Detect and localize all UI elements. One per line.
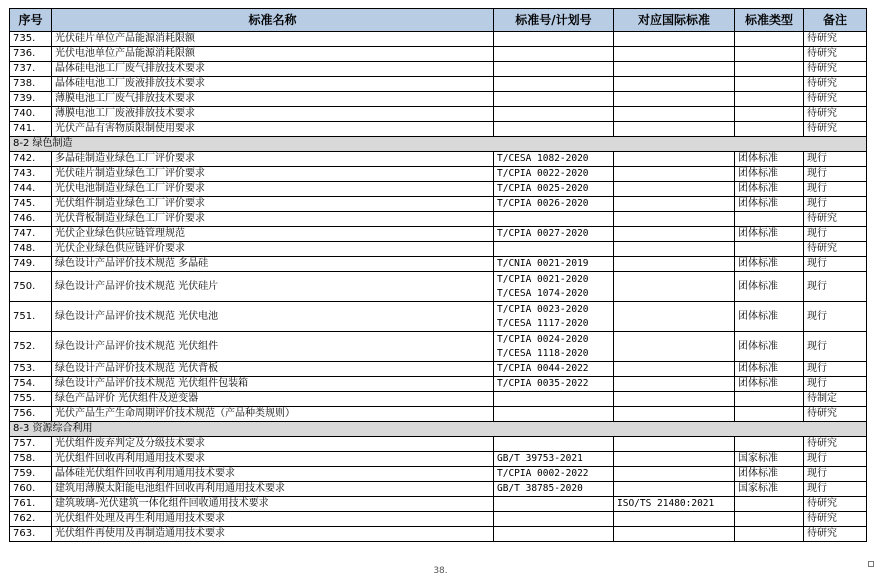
cell-serial: 747.	[10, 227, 52, 242]
cell-standard-name: 晶体硅光伏组件回收再利用通用技术要求	[52, 467, 494, 482]
standard-code: GB/T 38785-2020	[497, 483, 583, 494]
table-row	[10, 227, 867, 242]
cell-standard-name: 光伏硅片制造业绿色工厂评价要求	[52, 167, 494, 182]
table-row	[10, 407, 867, 422]
cell-standard-type: 团体标准	[735, 467, 804, 482]
table-row	[10, 257, 867, 272]
cell-serial: 749.	[10, 257, 52, 272]
cell-standard-type: 团体标准	[735, 167, 804, 182]
cell-standard-code	[494, 77, 614, 92]
cell-international-standard	[614, 302, 735, 332]
table-row	[10, 437, 867, 452]
cell-standard-code	[494, 437, 614, 452]
cell-serial: 758.	[10, 452, 52, 467]
cell-international-standard	[614, 437, 735, 452]
cell-international-standard	[614, 257, 735, 272]
cell-international-standard	[614, 107, 735, 122]
standard-code: T/CPIA 0035-2022	[497, 378, 589, 389]
cell-international-standard	[614, 92, 735, 107]
table-row	[10, 152, 867, 167]
standard-code: T/CPIA 0027-2020	[497, 228, 589, 239]
cell-remarks: 现行	[804, 182, 867, 197]
cell-standard-code	[494, 107, 614, 122]
cell-standard-type: 团体标准	[735, 362, 804, 377]
cell-serial: 737.	[10, 62, 52, 77]
cell-international-standard	[614, 452, 735, 467]
cell-remarks: 现行	[804, 377, 867, 392]
cell-standard-code	[494, 392, 614, 407]
cell-remarks: 现行	[804, 482, 867, 497]
cell-remarks: 待研究	[804, 77, 867, 92]
cell-serial: 745.	[10, 197, 52, 212]
cell-serial: 744.	[10, 182, 52, 197]
cell-remarks: 待研究	[804, 512, 867, 527]
cell-serial: 757.	[10, 437, 52, 452]
cell-serial: 751.	[10, 302, 52, 332]
standard-code: T/CESA 1082-2020	[497, 153, 589, 164]
cell-international-standard	[614, 467, 735, 482]
table-row	[10, 302, 867, 332]
cell-standard-name: 光伏企业绿色供应链管理规范	[52, 227, 494, 242]
cell-remarks: 待研究	[804, 242, 867, 257]
cell-standard-name: 绿色产品评价 光伏组件及逆变器	[52, 392, 494, 407]
table-row	[10, 527, 867, 542]
cell-standard-code	[494, 257, 614, 272]
standards-table	[9, 8, 867, 542]
cell-standard-name: 光伏组件废弃判定及分级技术要求	[52, 437, 494, 452]
cell-international-standard	[614, 407, 735, 422]
cell-standard-type: 国家标准	[735, 452, 804, 467]
header-standard-type: 标准类型	[735, 9, 804, 32]
cell-remarks: 现行	[804, 272, 867, 302]
cell-standard-code	[494, 167, 614, 182]
table-row	[10, 242, 867, 257]
cell-standard-type	[735, 392, 804, 407]
cell-standard-name: 绿色设计产品评价技术规范 光伏组件	[52, 332, 494, 362]
cell-standard-name: 绿色设计产品评价技术规范 多晶硅	[52, 257, 494, 272]
cell-standard-code	[494, 302, 614, 332]
cell-remarks: 现行	[804, 257, 867, 272]
cell-remarks: 待研究	[804, 527, 867, 542]
cell-standard-type: 团体标准	[735, 182, 804, 197]
cell-standard-name: 光伏电池单位产品能源消耗限额	[52, 47, 494, 62]
cell-standard-name: 光伏硅片单位产品能源消耗限额	[52, 32, 494, 47]
cell-standard-type	[735, 407, 804, 422]
cell-standard-name: 薄膜电池工厂废液排放技术要求	[52, 107, 494, 122]
cell-international-standard	[614, 482, 735, 497]
cell-remarks: 现行	[804, 152, 867, 167]
table-row	[10, 167, 867, 182]
cell-standard-name: 光伏组件再使用及再制造通用技术要求	[52, 527, 494, 542]
table-row	[10, 182, 867, 197]
cell-international-standard	[614, 362, 735, 377]
cell-international-standard	[614, 182, 735, 197]
cell-standard-code	[494, 152, 614, 167]
cell-international-standard	[614, 32, 735, 47]
cell-standard-type	[735, 77, 804, 92]
cell-standard-type	[735, 242, 804, 257]
cell-remarks: 现行	[804, 302, 867, 332]
cell-serial: 738.	[10, 77, 52, 92]
section-title: 8-3 资源综合利用	[10, 422, 867, 437]
cell-international-standard	[614, 62, 735, 77]
standard-code: GB/T 39753-2021	[497, 453, 583, 464]
standard-code: T/CPIA 0024-2020	[497, 333, 589, 345]
cell-international-standard	[614, 512, 735, 527]
cell-remarks: 现行	[804, 167, 867, 182]
cell-international-standard	[614, 272, 735, 302]
cell-standard-code	[494, 362, 614, 377]
cell-standard-type: 团体标准	[735, 272, 804, 302]
cell-international-standard	[614, 152, 735, 167]
cell-standard-type: 团体标准	[735, 197, 804, 212]
table-row	[10, 32, 867, 47]
cell-remarks: 现行	[804, 332, 867, 362]
page-number: 38.	[433, 566, 448, 576]
cell-standard-code	[494, 47, 614, 62]
table-row	[10, 77, 867, 92]
cell-standard-name: 绿色设计产品评价技术规范 光伏电池	[52, 302, 494, 332]
cell-remarks: 待研究	[804, 212, 867, 227]
header-serial: 序号	[10, 9, 52, 32]
cell-international-standard	[614, 197, 735, 212]
cell-standard-code	[494, 452, 614, 467]
cell-remarks: 现行	[804, 467, 867, 482]
cell-standard-name: 绿色设计产品评价技术规范 光伏组件包装箱	[52, 377, 494, 392]
cell-standard-code	[494, 407, 614, 422]
cell-international-standard: ISO/TS 21480:2021	[614, 497, 735, 512]
cell-standard-type: 团体标准	[735, 257, 804, 272]
table-header-row	[10, 9, 867, 32]
cell-standard-type	[735, 32, 804, 47]
cell-serial: 748.	[10, 242, 52, 257]
cell-remarks: 现行	[804, 452, 867, 467]
header-standard-name: 标准名称	[52, 9, 494, 32]
cell-standard-name: 光伏产品生产生命周期评价技术规范（产品种类规则）	[52, 407, 494, 422]
table-row	[10, 62, 867, 77]
table-row	[10, 197, 867, 212]
cell-remarks: 待研究	[804, 497, 867, 512]
cell-standard-code	[494, 227, 614, 242]
cell-remarks: 待研究	[804, 107, 867, 122]
cell-serial: 753.	[10, 362, 52, 377]
cell-standard-name: 光伏企业绿色供应链评价要求	[52, 242, 494, 257]
cell-standard-name: 光伏电池制造业绿色工厂评价要求	[52, 182, 494, 197]
cell-standard-type: 国家标准	[735, 482, 804, 497]
cell-standard-name: 绿色设计产品评价技术规范 光伏硅片	[52, 272, 494, 302]
standard-code: T/CPIA 0002-2022	[497, 468, 589, 479]
standard-code: T/CPIA 0025-2020	[497, 183, 589, 194]
cell-standard-name: 晶体硅电池工厂废气排放技术要求	[52, 62, 494, 77]
cell-standard-code	[494, 272, 614, 302]
table-row	[10, 212, 867, 227]
cell-remarks: 待研究	[804, 122, 867, 137]
corner-mark	[868, 561, 874, 567]
cell-standard-type	[735, 212, 804, 227]
cell-serial: 763.	[10, 527, 52, 542]
cell-standard-type	[735, 122, 804, 137]
cell-standard-name: 建筑玻璃-光伏建筑一体化组件回收通用技术要求	[52, 497, 494, 512]
cell-standard-name: 晶体硅电池工厂废液排放技术要求	[52, 77, 494, 92]
cell-international-standard	[614, 392, 735, 407]
cell-standard-code	[494, 527, 614, 542]
cell-standard-type	[735, 527, 804, 542]
table-body	[10, 32, 867, 542]
standard-code: T/CESA 1117-2020	[497, 317, 589, 329]
cell-standard-name: 光伏组件处理及再生利用通用技术要求	[52, 512, 494, 527]
cell-standard-code	[494, 377, 614, 392]
cell-remarks: 现行	[804, 227, 867, 242]
cell-standard-code	[494, 182, 614, 197]
table-row	[10, 452, 867, 467]
cell-standard-type: 团体标准	[735, 377, 804, 392]
cell-standard-code	[494, 242, 614, 257]
standard-code: T/CESA 1074-2020	[497, 287, 589, 299]
cell-international-standard	[614, 122, 735, 137]
cell-standard-name: 薄膜电池工厂废气排放技术要求	[52, 92, 494, 107]
header-international-standard: 对应国际标准	[614, 9, 735, 32]
cell-standard-name: 光伏背板制造业绿色工厂评价要求	[52, 212, 494, 227]
table-row	[10, 497, 867, 512]
section-row	[10, 422, 867, 437]
cell-standard-name: 光伏组件回收再利用通用技术要求	[52, 452, 494, 467]
cell-international-standard	[614, 167, 735, 182]
cell-standard-type	[735, 497, 804, 512]
section-title: 8-2 绿色制造	[10, 137, 867, 152]
standard-code: T/CPIA 0026-2020	[497, 198, 589, 209]
cell-remarks: 待研究	[804, 62, 867, 77]
cell-standard-name: 建筑用薄膜太阳能电池组件回收再利用通用技术要求	[52, 482, 494, 497]
cell-serial: 740.	[10, 107, 52, 122]
cell-standard-code	[494, 332, 614, 362]
cell-standard-name: 光伏产品有害物质限制使用要求	[52, 122, 494, 137]
cell-serial: 739.	[10, 92, 52, 107]
standard-code: T/CPIA 0023-2020	[497, 303, 589, 315]
cell-standard-type	[735, 92, 804, 107]
cell-serial: 762.	[10, 512, 52, 527]
section-row	[10, 137, 867, 152]
table-row	[10, 377, 867, 392]
cell-standard-type	[735, 47, 804, 62]
cell-remarks: 待研究	[804, 47, 867, 62]
table-row	[10, 482, 867, 497]
cell-standard-code	[494, 122, 614, 137]
table-row	[10, 362, 867, 377]
cell-remarks: 待研究	[804, 92, 867, 107]
cell-serial: 750.	[10, 272, 52, 302]
cell-standard-code	[494, 197, 614, 212]
cell-remarks: 待研究	[804, 437, 867, 452]
cell-standard-code	[494, 467, 614, 482]
cell-remarks: 待研究	[804, 32, 867, 47]
cell-international-standard	[614, 212, 735, 227]
cell-serial: 752.	[10, 332, 52, 362]
cell-international-standard	[614, 47, 735, 62]
cell-standard-name: 光伏组件制造业绿色工厂评价要求	[52, 197, 494, 212]
table-row	[10, 392, 867, 407]
standard-code: T/CNIA 0021-2019	[497, 258, 589, 269]
cell-serial: 735.	[10, 32, 52, 47]
cell-serial: 759.	[10, 467, 52, 482]
cell-international-standard	[614, 377, 735, 392]
cell-standard-type: 团体标准	[735, 227, 804, 242]
standard-code: T/CPIA 0044-2022	[497, 363, 589, 374]
cell-international-standard	[614, 527, 735, 542]
cell-standard-code	[494, 212, 614, 227]
cell-remarks: 待研究	[804, 407, 867, 422]
table-row	[10, 332, 867, 362]
cell-standard-name: 绿色设计产品评价技术规范 光伏背板	[52, 362, 494, 377]
cell-serial: 743.	[10, 167, 52, 182]
cell-standard-type	[735, 512, 804, 527]
table-row	[10, 467, 867, 482]
cell-standard-code	[494, 32, 614, 47]
cell-serial: 761.	[10, 497, 52, 512]
cell-international-standard	[614, 227, 735, 242]
cell-remarks: 现行	[804, 197, 867, 212]
cell-international-standard	[614, 77, 735, 92]
standard-code: T/CESA 1118-2020	[497, 347, 589, 359]
header-remarks: 备注	[804, 9, 867, 32]
cell-standard-type	[735, 107, 804, 122]
cell-standard-type: 团体标准	[735, 152, 804, 167]
cell-standard-code	[494, 62, 614, 77]
standard-code: T/CPIA 0021-2020	[497, 273, 589, 285]
cell-international-standard	[614, 332, 735, 362]
cell-serial: 741.	[10, 122, 52, 137]
cell-serial: 742.	[10, 152, 52, 167]
cell-standard-type	[735, 437, 804, 452]
header-standard-code: 标准号/计划号	[494, 9, 614, 32]
cell-standard-code	[494, 512, 614, 527]
cell-remarks: 现行	[804, 362, 867, 377]
table-row	[10, 122, 867, 137]
table-row	[10, 107, 867, 122]
cell-serial: 755.	[10, 392, 52, 407]
cell-standard-code	[494, 482, 614, 497]
table-row	[10, 92, 867, 107]
cell-standard-type: 团体标准	[735, 302, 804, 332]
cell-standard-code	[494, 92, 614, 107]
standard-code: T/CPIA 0022-2020	[497, 168, 589, 179]
table-row	[10, 512, 867, 527]
table-row	[10, 272, 867, 302]
cell-serial: 736.	[10, 47, 52, 62]
cell-standard-code	[494, 497, 614, 512]
cell-serial: 760.	[10, 482, 52, 497]
cell-standard-type	[735, 62, 804, 77]
cell-serial: 754.	[10, 377, 52, 392]
table-row	[10, 47, 867, 62]
cell-remarks: 待制定	[804, 392, 867, 407]
cell-international-standard	[614, 242, 735, 257]
cell-serial: 746.	[10, 212, 52, 227]
cell-serial: 756.	[10, 407, 52, 422]
cell-standard-name: 多晶硅制造业绿色工厂评价要求	[52, 152, 494, 167]
cell-standard-type: 团体标准	[735, 332, 804, 362]
